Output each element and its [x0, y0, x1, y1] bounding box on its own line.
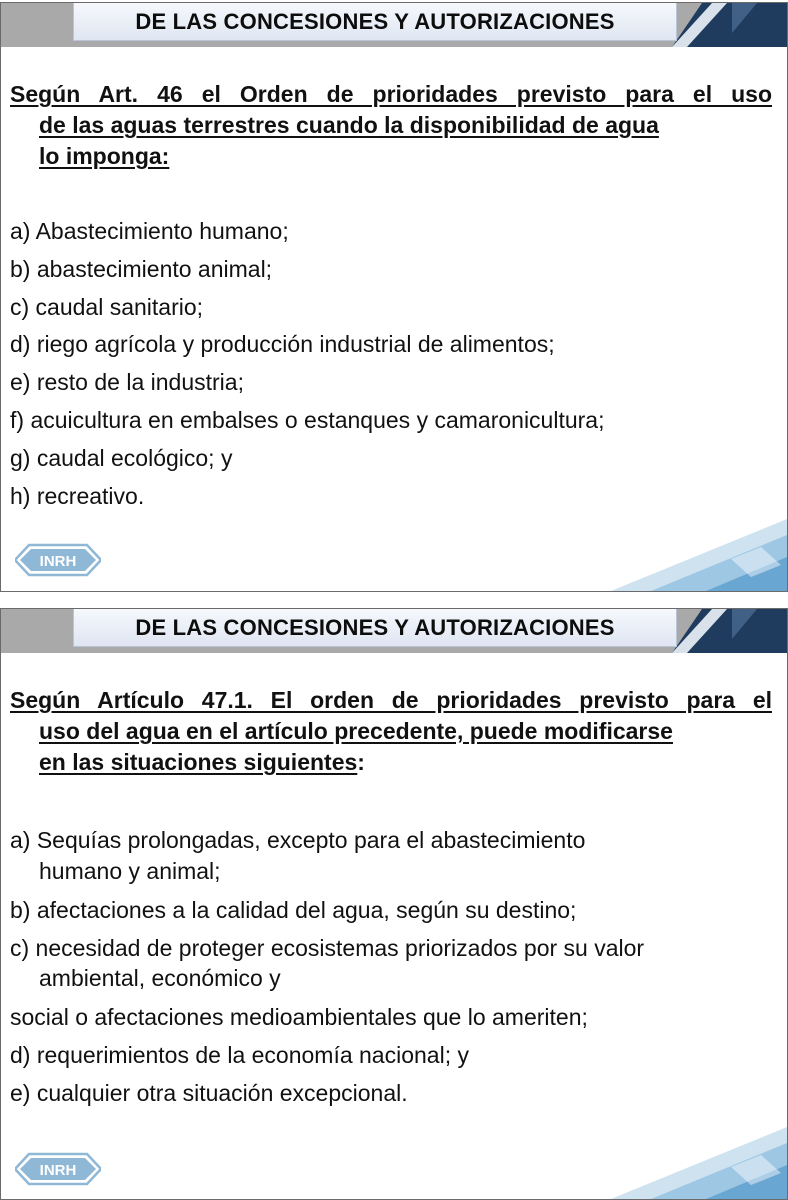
priority-list	[10, 213, 780, 515]
list-item: a) Abastecimiento humano;	[10, 218, 289, 244]
logo-text: INRH	[39, 1162, 77, 1179]
inrh-logo	[15, 1152, 101, 1186]
heading-line-2: uso del agua en el artículo precedente, puede modificarse	[39, 718, 673, 744]
list-item: c) necesidad de proteger ecosistemas priorizados por su valor	[10, 934, 645, 961]
list-item: b) afectaciones a la calidad del agua, según su destino;	[10, 896, 577, 923]
list-item: h) recreativo.	[10, 482, 145, 509]
list-item: a) Sequías prolongadas, excepto para el abastecimiento	[10, 827, 586, 853]
list-item: e) cualquier otra situación excepcional.	[10, 1079, 408, 1106]
list-item: c) caudal sanitario;	[10, 293, 204, 320]
heading-line-1: Según Artículo 47.1. El orden de prioridades previsto para el	[10, 687, 772, 713]
slide-2	[0, 608, 788, 1200]
heading-line-2: de las aguas terrestres cuando la disponibilidad de agua	[39, 112, 659, 138]
list-item-continuation: ambiental, económico y	[39, 965, 281, 992]
heading-line-3: lo imponga:	[39, 143, 170, 169]
heading-colon: :	[357, 749, 365, 775]
list-item-continuation: humano y animal;	[39, 857, 221, 884]
slide-title: DE LAS CONCESIONES Y AUTORIZACIONES	[73, 3, 677, 41]
heading-line-1: Según Art. 46 el Orden de prioridades previsto para el uso	[10, 81, 772, 107]
slide-title: DE LAS CONCESIONES Y AUTORIZACIONES	[73, 609, 677, 647]
header-corner-graphic	[672, 609, 787, 653]
corner-decoration	[611, 1127, 787, 1199]
article-heading	[10, 79, 772, 172]
situations-list	[10, 822, 780, 1113]
list-item: d) riego agrícola y producción industrial de alimentos;	[10, 331, 555, 358]
inrh-logo	[15, 543, 101, 577]
list-item: social o afectaciones medioambientales que lo ameriten;	[10, 1004, 588, 1031]
list-item: b) abastecimiento animal;	[10, 255, 273, 282]
logo-text: INRH	[39, 553, 77, 570]
list-item: g) caudal ecológico; y	[10, 444, 233, 471]
article-heading	[10, 685, 772, 778]
heading-line-3: en las situaciones siguientes	[39, 749, 358, 775]
slide-1	[0, 2, 788, 592]
header-corner-graphic	[672, 3, 787, 47]
list-item: f) acuicultura en embalses o estanques y camaronicultura;	[10, 406, 605, 433]
list-item: e) resto de la industria;	[10, 369, 244, 396]
corner-decoration	[611, 519, 787, 591]
list-item: d) requerimientos de la economía nacional; y	[10, 1042, 469, 1069]
